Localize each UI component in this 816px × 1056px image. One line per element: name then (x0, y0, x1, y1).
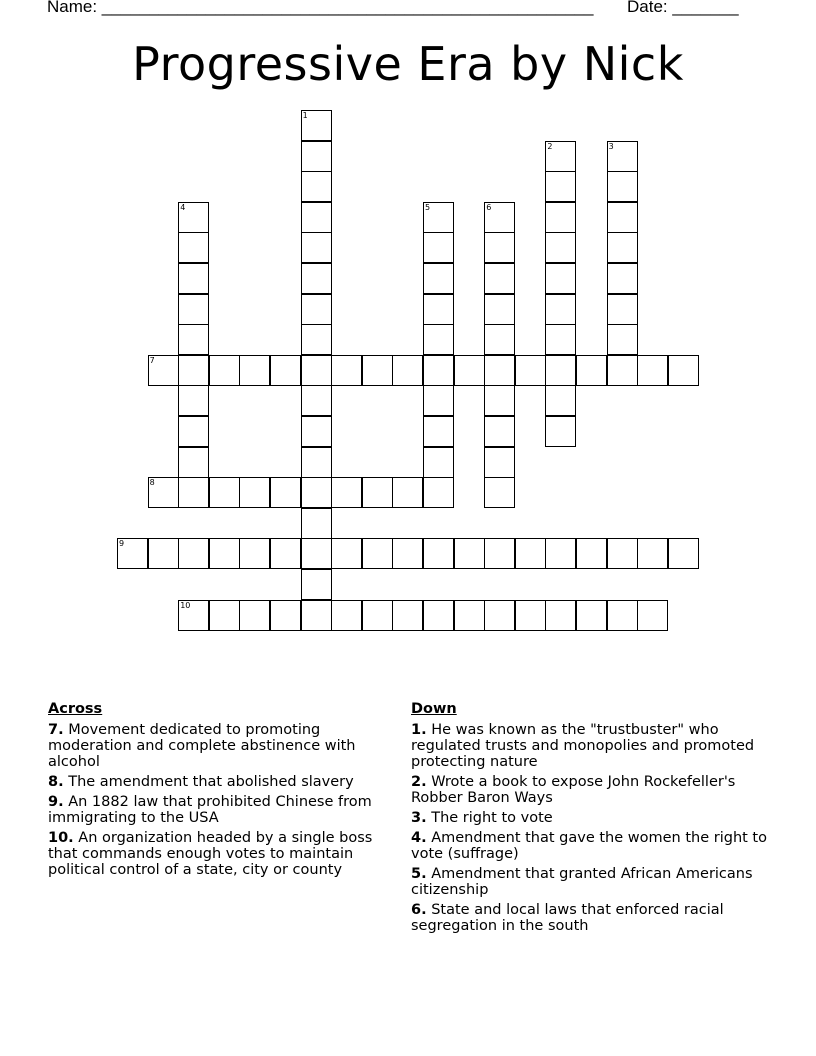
crossword-cell[interactable] (484, 324, 515, 355)
crossword-cell[interactable] (545, 294, 576, 325)
cell-number: 4 (180, 202, 186, 212)
crossword-cell[interactable] (484, 416, 515, 447)
crossword-cell[interactable] (270, 600, 301, 631)
crossword-cell[interactable] (607, 202, 638, 233)
crossword-cell[interactable] (515, 538, 546, 569)
crossword-cell[interactable] (484, 263, 515, 294)
crossword-cell[interactable] (178, 355, 209, 386)
crossword-cell[interactable] (607, 294, 638, 325)
crossword-cell[interactable] (270, 477, 301, 508)
crossword-cell[interactable] (301, 355, 332, 386)
clue-number: 2. (411, 774, 427, 790)
crossword-cell[interactable] (362, 355, 393, 386)
puzzle-title: Progressive Era by Nick (132, 37, 684, 91)
crossword-cell[interactable] (239, 538, 270, 569)
across-heading: Across (48, 701, 103, 717)
down-clue (411, 902, 771, 934)
crossword-cell[interactable] (576, 355, 607, 386)
clue-number: 8. (48, 774, 64, 790)
across-clues (48, 701, 393, 882)
crossword-cell[interactable] (515, 355, 546, 386)
across-clue (48, 722, 393, 770)
crossword-cell[interactable] (484, 538, 515, 569)
crossword-cell[interactable] (423, 232, 454, 263)
crossword-cell[interactable] (423, 538, 454, 569)
crossword-cell[interactable] (331, 538, 362, 569)
crossword-cell[interactable] (423, 263, 454, 294)
crossword-cell[interactable] (545, 263, 576, 294)
crossword-cell[interactable] (178, 538, 209, 569)
crossword-cell[interactable] (178, 600, 209, 631)
crossword-cell[interactable] (392, 538, 423, 569)
crossword-cell[interactable] (545, 171, 576, 202)
crossword-cell[interactable] (637, 600, 668, 631)
crossword-cell[interactable] (423, 294, 454, 325)
crossword-cell[interactable] (576, 600, 607, 631)
crossword-cell[interactable] (545, 232, 576, 263)
crossword-cell[interactable] (484, 232, 515, 263)
crossword-cell[interactable] (301, 416, 332, 447)
crossword-cell[interactable] (301, 294, 332, 325)
cell-number: 8 (149, 478, 155, 488)
crossword-cell[interactable] (301, 538, 332, 569)
crossword-cell[interactable] (362, 477, 393, 508)
crossword-cell[interactable] (178, 447, 209, 478)
cell-number: 7 (149, 355, 155, 365)
crossword-cell[interactable] (301, 263, 332, 294)
crossword-cell[interactable] (454, 600, 485, 631)
crossword-cell[interactable] (545, 202, 576, 233)
crossword-cell[interactable] (148, 538, 179, 569)
clue-number: 6. (411, 902, 427, 918)
crossword-cell[interactable] (484, 355, 515, 386)
crossword-cell[interactable] (545, 141, 576, 172)
crossword-cell[interactable] (545, 324, 576, 355)
crossword-cell[interactable] (239, 600, 270, 631)
down-clues (411, 701, 771, 938)
down-clue (411, 774, 771, 806)
name-field-label: Name: ____________________________________________________ (47, 0, 594, 16)
crossword-cell[interactable] (148, 355, 179, 386)
crossword-cell[interactable] (148, 477, 179, 508)
clue-text: The amendment that abolished slavery (68, 774, 354, 790)
crossword-cell[interactable] (668, 538, 699, 569)
crossword-cell[interactable] (239, 355, 270, 386)
crossword-cell[interactable] (209, 538, 240, 569)
crossword-cell[interactable] (178, 324, 209, 355)
clue-text: Movement dedicated to promoting moderation and complete abstinence with alcohol (48, 722, 356, 770)
crossword-cell[interactable] (301, 385, 332, 416)
crossword-cell[interactable] (178, 477, 209, 508)
crossword-cell[interactable] (545, 355, 576, 386)
crossword-cell[interactable] (301, 171, 332, 202)
crossword-cell[interactable] (209, 355, 240, 386)
crossword-cell[interactable] (178, 263, 209, 294)
crossword-cell[interactable] (484, 385, 515, 416)
crossword-cell[interactable] (209, 600, 240, 631)
crossword-cell[interactable] (484, 202, 515, 233)
crossword-cell[interactable] (607, 355, 638, 386)
crossword-cell[interactable] (392, 600, 423, 631)
crossword-cell[interactable] (484, 477, 515, 508)
cell-number: 5 (425, 202, 431, 212)
crossword-cell[interactable] (178, 294, 209, 325)
crossword-cell[interactable] (607, 538, 638, 569)
crossword-cell[interactable] (484, 600, 515, 631)
crossword-cell[interactable] (423, 600, 454, 631)
crossword-cell[interactable] (607, 263, 638, 294)
crossword-cell[interactable] (545, 385, 576, 416)
cell-number: 10 (180, 600, 191, 610)
cell-number: 3 (608, 141, 614, 151)
clue-text: Amendment that gave the women the right to vote (suffrage) (411, 830, 767, 862)
across-clue (48, 830, 393, 878)
crossword-cell[interactable] (301, 477, 332, 508)
crossword-cell[interactable] (301, 141, 332, 172)
crossword-cell[interactable] (637, 355, 668, 386)
crossword-cell[interactable] (301, 202, 332, 233)
crossword-cell[interactable] (301, 324, 332, 355)
crossword-cell[interactable] (239, 477, 270, 508)
crossword-cell[interactable] (301, 447, 332, 478)
crossword-cell[interactable] (423, 385, 454, 416)
crossword-cell[interactable] (607, 600, 638, 631)
crossword-cell[interactable] (484, 294, 515, 325)
crossword-cell[interactable] (607, 324, 638, 355)
cell-number: 6 (486, 202, 492, 212)
crossword-cell[interactable] (331, 477, 362, 508)
clue-number: 1. (411, 722, 427, 738)
crossword-cell[interactable] (392, 477, 423, 508)
crossword-cell[interactable] (178, 385, 209, 416)
crossword-cell[interactable] (301, 600, 332, 631)
crossword-cell[interactable] (515, 600, 546, 631)
clue-text: State and local laws that enforced racial segregation in the south (411, 902, 724, 934)
crossword-cell[interactable] (178, 416, 209, 447)
crossword-cell[interactable] (607, 232, 638, 263)
across-clue (48, 774, 393, 790)
crossword-cell[interactable] (331, 600, 362, 631)
clue-text: An 1882 law that prohibited Chinese from immigrating to the USA (48, 794, 372, 826)
cell-number: 2 (547, 141, 553, 151)
clue-text: Amendment that granted African Americans citizenship (411, 866, 753, 898)
cell-number: 9 (119, 539, 125, 549)
crossword-cell[interactable] (576, 538, 607, 569)
crossword-cell[interactable] (301, 508, 332, 539)
crossword-cell[interactable] (178, 202, 209, 233)
crossword-cell[interactable] (423, 477, 454, 508)
down-clue (411, 810, 771, 826)
clue-number: 4. (411, 830, 427, 846)
crossword-cell[interactable] (209, 477, 240, 508)
clue-text: An organization headed by a single boss that commands enough votes to maintain political control of a state, city or county (48, 830, 373, 878)
down-clue (411, 830, 771, 862)
clue-number: 10. (48, 830, 74, 846)
crossword-cell[interactable] (362, 538, 393, 569)
clue-number: 3. (411, 810, 427, 826)
down-clue (411, 866, 771, 898)
crossword-cell[interactable] (423, 416, 454, 447)
crossword-cell[interactable] (637, 538, 668, 569)
clue-text: The right to vote (431, 810, 553, 826)
crossword-cell[interactable] (178, 232, 209, 263)
crossword-cell[interactable] (270, 538, 301, 569)
clue-number: 5. (411, 866, 427, 882)
crossword-cell[interactable] (423, 355, 454, 386)
crossword-cell[interactable] (423, 447, 454, 478)
crossword-cell[interactable] (423, 324, 454, 355)
clue-number: 7. (48, 722, 64, 738)
crossword-cell[interactable] (484, 447, 515, 478)
crossword-cell[interactable] (270, 355, 301, 386)
clue-text: He was known as the "trustbuster" who regulated trusts and monopolies and promoted protecting nature (411, 722, 755, 770)
crossword-cell[interactable] (454, 538, 485, 569)
clue-number: 9. (48, 794, 64, 810)
crossword-cell[interactable] (301, 110, 332, 141)
cell-number: 1 (302, 111, 308, 120)
crossword-cell[interactable] (362, 600, 393, 631)
down-clue (411, 722, 771, 770)
crossword-cell[interactable] (117, 538, 148, 569)
crossword-cell[interactable] (301, 569, 332, 600)
down-heading: Down (411, 701, 457, 717)
crossword-cell[interactable] (423, 202, 454, 233)
crossword-cell[interactable] (392, 355, 423, 386)
crossword-cell[interactable] (607, 141, 638, 172)
crossword-cell[interactable] (331, 355, 362, 386)
date-field-label: Date: _______ (627, 0, 739, 16)
clue-text: Wrote a book to expose John Rockefeller's Robber Baron Ways (411, 774, 736, 806)
crossword-cell[interactable] (607, 171, 638, 202)
crossword-cell[interactable] (545, 538, 576, 569)
crossword-cell[interactable] (301, 232, 332, 263)
crossword-cell[interactable] (454, 355, 485, 386)
across-clue (48, 794, 393, 826)
crossword-cell[interactable] (668, 355, 699, 386)
crossword-cell[interactable] (545, 416, 576, 447)
crossword-cell[interactable] (545, 600, 576, 631)
